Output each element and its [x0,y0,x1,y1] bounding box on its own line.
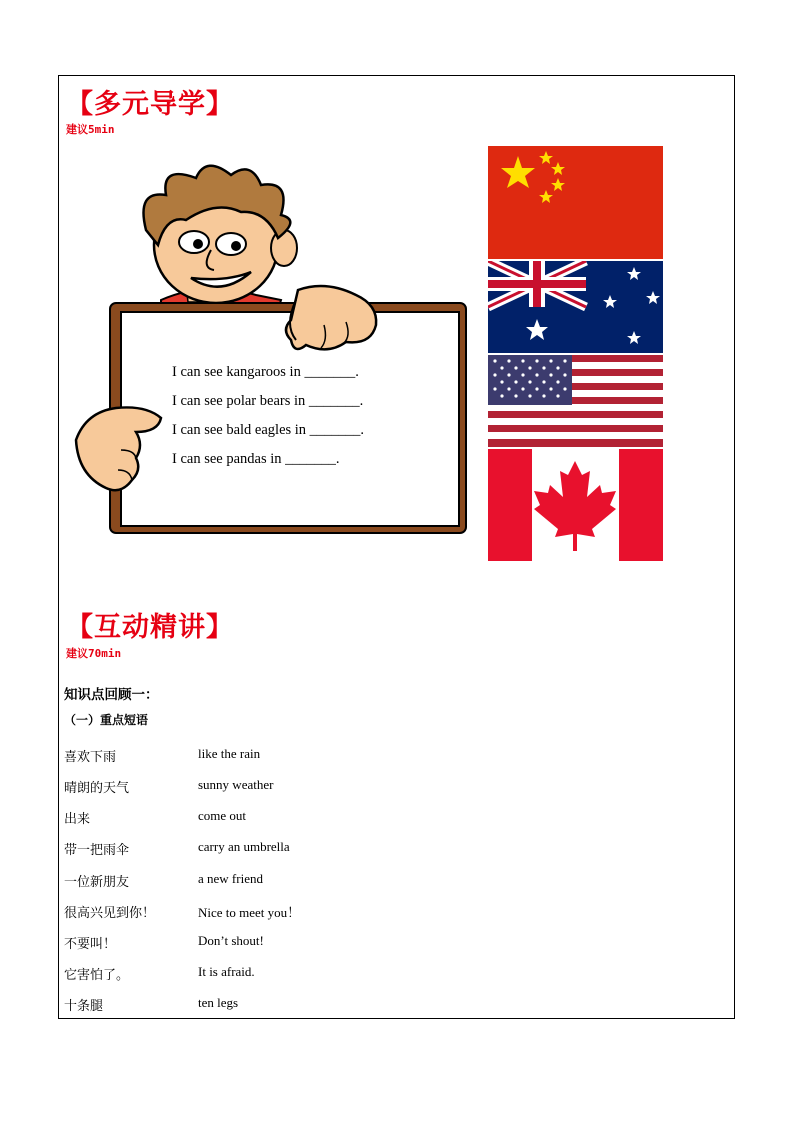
section-title-interactive-lecture: 【互动精讲】 [66,612,234,643]
list-item [64,964,464,982]
section-title-guided-learning: 【多元导学】 [66,89,234,120]
canada-flag [488,449,663,561]
phrase-chinese: 它害怕了。 [64,968,130,983]
suggested-time-label: 建议5min [66,123,115,136]
usa-flag [488,355,663,447]
key-phrases-subheading: （一）重点短语 [64,713,149,727]
phrase-chinese: 不要叫！ [64,937,117,952]
australia-flag [488,261,663,353]
board-line-1: I can see kangaroos in _______. [172,364,359,380]
list-item [64,871,464,889]
phrase-english: Don’t shout! [198,933,264,948]
phrase-english: a new friend [198,871,263,886]
phrase-english: come out [198,808,247,823]
phrase-chinese: 一位新朋友 [64,875,130,890]
phrase-english: like the rain [198,746,261,761]
phrase-chinese: 晴朗的天气 [64,781,130,796]
phrase-chinese: 带一把雨伞 [64,843,130,858]
phrase-chinese: 出来 [64,812,91,827]
list-item [64,995,464,1013]
board-line-4: I can see pandas in _______. [172,451,340,467]
china-flag [488,146,663,259]
list-item [64,902,464,920]
knowledge-review-heading: 知识点回顾一： [64,687,159,703]
board-line-3: I can see bald eagles in _______. [172,422,365,438]
list-item [64,808,464,826]
list-item [64,839,464,857]
list-item [64,777,464,795]
phrase-chinese: 很高兴见到你！ [64,906,156,921]
phrase-english: ten legs [198,995,239,1010]
suggested-time-label-2: 建议70min [66,647,122,660]
phrase-chinese: 喜欢下雨 [64,750,117,765]
phrase-chinese: 十条腿 [64,999,104,1014]
phrase-english: Nice to meet you！ [198,905,301,920]
board-line-2: I can see polar bears in _______. [172,393,364,409]
phrase-english: carry an umbrella [198,839,290,854]
phrase-english: sunny weather [198,777,274,792]
phrase-english: It is afraid. [198,964,255,979]
list-item [64,933,464,951]
list-item [64,746,464,764]
boy-with-board-illustration [66,150,476,540]
